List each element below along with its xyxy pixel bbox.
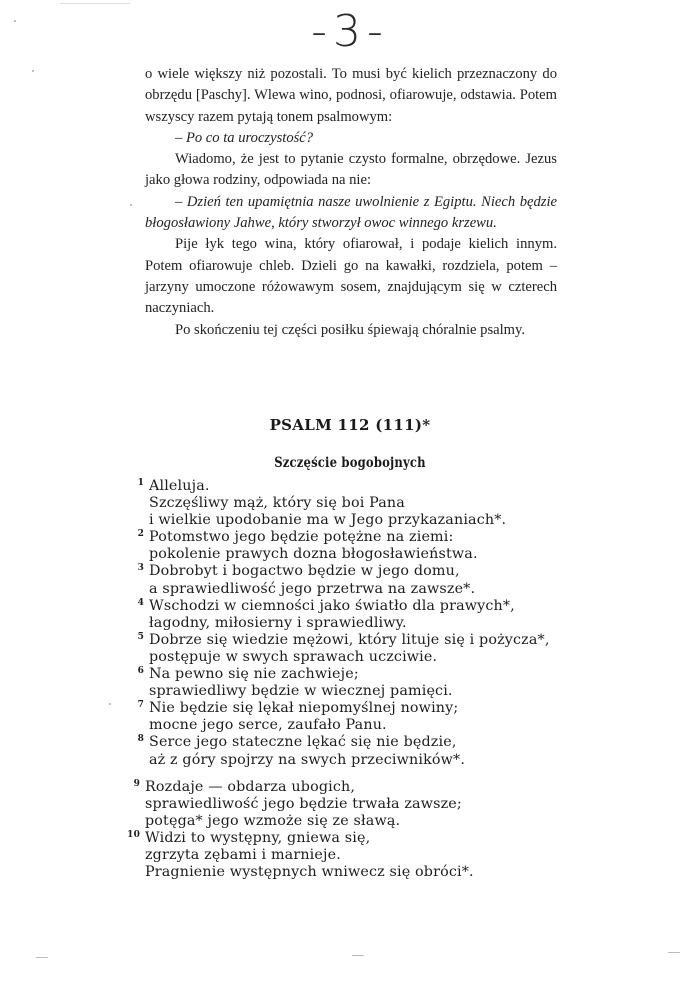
paragraph: Po skończeniu tej części posiłku śpiewają chóralnie psalmy. bbox=[175, 321, 526, 338]
verse-line bbox=[149, 649, 550, 666]
verse-line bbox=[137, 666, 550, 683]
verse-line bbox=[137, 734, 550, 751]
scan-speck bbox=[32, 70, 34, 72]
prose-section bbox=[145, 64, 557, 341]
verse-line bbox=[137, 529, 550, 546]
verse-text: mocne jego serce, zaufało Panu. bbox=[149, 717, 387, 734]
verse-line bbox=[145, 813, 474, 830]
verse-line bbox=[149, 581, 550, 598]
verse-text: łagodny, miłosierny i sprawiedliwy. bbox=[149, 614, 407, 631]
verse-line bbox=[149, 546, 550, 563]
verse-number: 2 bbox=[137, 529, 144, 540]
verse-text: postępuje w swych sprawach uczciwie. bbox=[149, 648, 438, 665]
verse-text: i wielkie upodobanie ma w Jego przykazaniach*. bbox=[149, 512, 507, 529]
verse-line bbox=[133, 779, 474, 796]
paragraph: Wiadomo, że jest to pytanie czysto formalne, obrzędowe. Jezus jako głowa rodziny, odpowiada na nie: bbox=[145, 151, 557, 189]
verse-line bbox=[149, 683, 550, 700]
page-number: -3- bbox=[311, 6, 389, 57]
verse-number: 3 bbox=[137, 563, 144, 574]
verse-text: Potomstwo jego będzie potężne na ziemi: bbox=[149, 529, 454, 546]
verse-line bbox=[145, 864, 474, 881]
verse-text: Pragnienie występnych wniwecz się obróci*. bbox=[145, 864, 474, 881]
verse-text: pokolenie prawych dozna błogosławieństwa. bbox=[149, 546, 478, 563]
verse-number: 8 bbox=[137, 734, 144, 745]
verse-line bbox=[137, 631, 550, 649]
verse-line bbox=[145, 847, 474, 864]
verse-line bbox=[149, 495, 550, 512]
verse-number: 9 bbox=[133, 779, 140, 789]
paragraph: o wiele większy niż pozostali. To musi być kielich przeznaczony do obrzędu [Paschy]. Wlewa wino, podnosi, ofiarowuje, odstawia. Potem wszyscy razem pytają tonem psalmowym: bbox=[145, 66, 557, 125]
verse-line bbox=[127, 830, 474, 847]
psalm-verses-block-1 bbox=[137, 478, 550, 769]
verse-text: potęga* jego wzmoże się ze sławą. bbox=[145, 813, 401, 830]
verse-text: Serce jego stateczne lękać się nie będzie, bbox=[149, 734, 457, 751]
verse-line bbox=[137, 563, 550, 580]
psalm-title: PSALM 112 (111)* bbox=[269, 416, 431, 434]
scan-speck bbox=[109, 703, 111, 705]
psalm-subtitle: Szczęście bogobojnych bbox=[274, 455, 426, 471]
verse-text: a sprawiedliwość jego przetrwa na zawsze*. bbox=[149, 580, 476, 597]
verse-number: 5 bbox=[137, 631, 144, 642]
verse-number: 6 bbox=[137, 666, 144, 677]
verse-line bbox=[137, 478, 550, 495]
verse-text: Rozdaje — obdarza ubogich, bbox=[145, 779, 356, 795]
verse-text: Szczęśliwy mąż, który się boi Pana bbox=[149, 495, 405, 512]
verse-number: 1 bbox=[137, 478, 144, 488]
verse-line bbox=[149, 615, 550, 632]
verse-text: sprawiedliwość jego będzie trwała zawsze; bbox=[145, 796, 462, 813]
scan-margin-mark bbox=[36, 957, 48, 958]
verse-text: aż z góry spojrzy na swych przeciwników*. bbox=[149, 751, 466, 768]
scan-speck bbox=[130, 204, 132, 206]
quote-paragraph: – Po co ta uroczystość? bbox=[175, 129, 314, 146]
verse-text: zgrzyta zębami i marnieje. bbox=[145, 847, 341, 864]
scan-margin-mark bbox=[352, 955, 364, 956]
scan-edge-mark bbox=[60, 3, 130, 4]
verse-line bbox=[145, 796, 474, 813]
verse-number: 10 bbox=[127, 830, 140, 841]
verse-text: Dobrobyt i bogactwo będzie w jego domu, bbox=[149, 563, 460, 580]
verse-line bbox=[137, 700, 550, 717]
verse-line bbox=[149, 717, 550, 734]
paragraph: Pije łyk tego wina, który ofiarował, i podaje kielich innym. Potem ofiarowuje chleb. Dzieli go na kawałki, rozdziela, potem – jarzyny umoczone różowawym sosem, znajdującym się w czterech naczyniach. bbox=[145, 236, 557, 317]
verse-text: Wschodzi w ciemności jako światło dla prawych*, bbox=[149, 597, 515, 614]
verse-text: Dobrze się wiedzie mężowi, który lituje się i pożycza*, bbox=[149, 631, 550, 648]
verse-number: 7 bbox=[137, 700, 144, 711]
scan-margin-mark bbox=[668, 952, 680, 953]
verse-number: 4 bbox=[137, 597, 144, 608]
verse-line bbox=[149, 512, 550, 529]
verse-text: Alleluja. bbox=[149, 478, 210, 494]
verse-line bbox=[149, 752, 550, 769]
quote-paragraph: – Dzień ten upamiętnia nasze uwolnienie z Egiptu. Niech będzie błogosławiony Jahwe, który stworzył owoc winnego krzewu. bbox=[145, 193, 557, 232]
verse-text: Na pewno się nie zachwieje; bbox=[149, 666, 359, 683]
verse-text: sprawiedliwy będzie w wiecznej pamięci. bbox=[149, 683, 453, 700]
verse-text: Nie będzie się lękał niepomyślnej nowiny; bbox=[149, 700, 459, 717]
psalm-verses-block-2 bbox=[127, 779, 474, 882]
verse-line bbox=[137, 597, 550, 615]
verse-text: Widzi to występny, gniewa się, bbox=[145, 830, 371, 847]
